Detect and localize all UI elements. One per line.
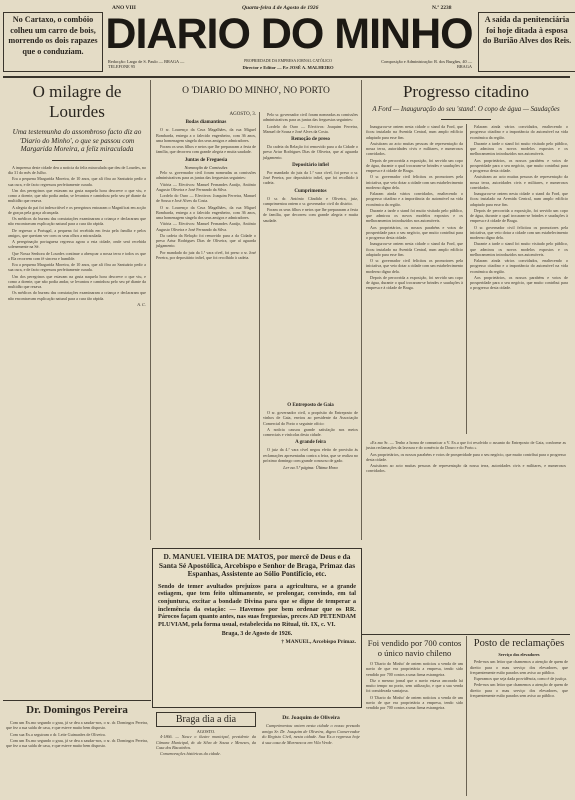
oliveira-paragraph: Cumprimentou ontem nesta cidade o nosso prezado amigo Sr. Dr. Joaquim de Oliveira, digno Conservador do Registo Civil, nesta cidade. Sua Ex.a regressa hoje à sua casa de Murrancos em Vila Verde. (262, 723, 360, 745)
lourdes-paragraph: Os médicos do bureau das constatações examinaram a criança e declararam que não encontravam explicação natural para a cura tão rápida. (8, 290, 146, 301)
carnet-dateline: AGOSTO. (196, 729, 216, 734)
redacao-info: Redacção: Largo de S. Paulo — BRAGA — TELEFONE 95 (108, 59, 185, 70)
vendido-paragraph: O 'Diario do Minho' de ontem noticiou a venda de um navio de que era proprietária a empresa, tendo sido vendido por 700 contos a uma firma estrangeira. (366, 661, 463, 677)
progresso-paragraph: Inaugurou-se ontem nesta cidade o stand da Ford, que ficou instalado na Avenida Central, num amplo edifício adaptado para esse fim. (366, 241, 463, 257)
porto-paragraph: O sr. Lourenço da Cruz Magalhães, da rua Miguel Bombarda, entrega a o falecido engenheiro, com 36 anos, uma homenagem singela dos seus amigos e admiradores. (156, 127, 256, 143)
porto-paragraph: Pelo sr. governador civil foram nomeadas as comissões administrativas para as juntas das freguesias seguintes: (263, 112, 358, 123)
vendido-headline: Foi vendido por 700 contos o único navio chileno (367, 638, 462, 658)
year-label: ANO VIII (112, 5, 136, 11)
porto-sub-nomeacao: Nomeação de Comissões (184, 164, 228, 170)
progresso-headline: Progresso citadino (402, 82, 530, 101)
porto-paragraph: Foram os seus filhos e netos que lhe prepararam a festa de família, que decorreu com grande alegria e muita saudade. (156, 144, 256, 155)
gaia-subhead: O Entreposto de Gaia (287, 403, 334, 408)
progresso-col-b (470, 124, 568, 292)
lourdes-signoff: A. C. (137, 301, 146, 307)
lourdes-paragraph: A peregrinação portuguesa regressa agora a esta cidade, onde será recebida solenemente na Sé. (8, 239, 146, 250)
progresso-paragraph: Assistiram ao acto muitas pessoas de representação da nossa terra, autoridades civis e militares, e numerosos convidados. (470, 174, 568, 190)
vendido-paragraph: O 'Diario do Minho' de ontem noticiou a venda de um navio de que era proprietária a empresa, tendo sido vendido por 700 contos a uma firma estrangeira. (366, 694, 463, 710)
porto-sub-remocao: Remoção de preso (291, 137, 330, 142)
progresso-paragraph: Falaram ainda vários convidados, enaltecendo o progresso citadino e a importância do automóvel na vida económica da região. (366, 191, 463, 207)
progresso-paragraph: O sr. governador civil felicitou os promotores pela iniciativa, que veio dotar a cidade com um estabelecimento moderno digno dela. (366, 174, 463, 190)
progresso-paragraph: Depois de percorrida a exposição, foi servido um copo de água, durante o qual trocaram-se brindes e saudações à empresa e à cidade de Braga. (470, 207, 568, 224)
lourdes-headline: O milagre de Lourdes (32, 82, 122, 121)
porto-sub-juntas: Juntas de Freguesia (184, 157, 228, 163)
progresso-paragraph: Aos proprietários, os nossos parabéns e votos de prosperidade para o seu negócio, que muito contribui para o progresso desta cidade. (366, 451, 566, 462)
masthead-rule (3, 76, 570, 78)
gaia-article (263, 400, 358, 470)
feira-paragraph: O juiz da 4.ª vara cível negou efeito de provisão às reclamações apresentadas contra a feira, que se realiza no próximo domingo com grande concurso de gado. (263, 447, 358, 463)
porto-paragraph: Foram os seus filhos e netos que lhe prepararam a festa de família, que decorreu com grande alegria e muita saudade. (263, 207, 358, 223)
porto-paragraph: Lordelo do Ouro — Efectivos: Joaquim Ferreira, Manuel de Sousa e José Alves da Costa. (156, 193, 256, 204)
reclamacoes-paragraph: Esperamos que seja dada providência, como é de justiça. (474, 676, 567, 682)
right-teaser: A saída da penitenciária foi hoje ditada à esposa do Burião Alves dos Reis. (478, 12, 575, 72)
progresso-continuation (366, 440, 566, 475)
porto-paragraph: O sr. dr. António Cândido e Oliveira, juiz, cumprimentou ontem o sr. governador civil do distrito. (263, 195, 358, 206)
domingos-article (6, 704, 148, 749)
domingos-paragraph: Com um Ex.mo segundo o grau, já se deu a saudar-nos, o sr. dr. Domingos Pereira, que fez a sua saída de casa, e que esteve muito bem disposto. (6, 720, 148, 731)
archbishop-decree (152, 548, 362, 708)
porto-paragraph: Lordelo do Ouro — Efectivos: Joaquim Ferreira, Manuel de Sousa e José Alves da Costa. (263, 123, 358, 134)
oliveira-headline: Dr. Joaquim de Oliveira (282, 715, 340, 721)
newspaper-title: DIARIO DO MINHO (105, 10, 473, 58)
progresso-paragraph: Aos proprietários, os nossos parabéns e votos de prosperidade para o seu negócio, que muito contribui para o progresso desta cidade. (366, 224, 463, 240)
decree-signature: † MANUEL, Arcebispo Primaz. (281, 639, 356, 646)
progresso-paragraph: Depois de percorrida a exposição, foi servido um copo de água, durante o qual trocaram-se brindes e saudações à empresa e à cidade de Braga. (366, 157, 463, 173)
domingos-paragraph: Com um Ex.mo segundo o grau, já se deu a saudar-nos, o sr. dr. Domingos Pereira, que fez a sua saída de casa, e que esteve muito bem disposto. (6, 737, 148, 748)
decree-body: Sendo de temer avultados prejuízos para a agricultura, se a grande estiagem, que tem feito ultimamente, se prolongar, convindo, em tal conjuntura, excitar a bondade Divina para que se digne de temperar a inclemência da estação: — Havemos por bem ordenar que os RR. Párocos façam quanto antes, nas suas freguesias, preces AD PETENDAM PLUVIAM, pela forma usual, estabelecida no Ritual, tít. IX, c. VI. (158, 582, 356, 628)
reclamacoes-paragraph: Pede-nos um leitor que chamemos a atenção de quem de direito para o mau serviço dos elevadores, que frequentemente estão parados sem aviso ao público. (470, 682, 568, 698)
progresso-paragraph: Aos proprietários, os nossos parabéns e votos de prosperidade para o seu negócio, que muito contribui para o progresso desta cidade. (470, 274, 568, 291)
progresso-paragraph: Assistiram ao acto muitas pessoas de representação da nossa terra, autoridades civis e militares, e numerosos convidados. (366, 463, 566, 474)
reclamacoes-article (470, 638, 568, 699)
porto-headline: O 'DIARIO DO MINHO', NO PORTO (182, 86, 330, 96)
date-line: Quarta-feira 4 de Agosto de 1926 (242, 5, 319, 11)
porto-paragraph: Pelo sr. governador civil foram nomeadas as comissões administrativas para as juntas das freguesias seguintes: (156, 170, 256, 181)
progresso-paragraph: Durante a tarde o stand foi muito visitado pelo público, que admirou os novos modelos expostos e os melhoramentos introduzidos nos automóveis. (470, 241, 568, 257)
progresso-paragraph: Assistiram ao acto muitas pessoas de representação da nossa terra, autoridades civis e militares, e numerosos convidados. (366, 140, 463, 157)
gaia-footer: Ler na 3.ª página: Última Hora (283, 465, 338, 470)
domingos-headline: Dr. Domingos Pereira (26, 704, 128, 716)
lourdes-paragraph: Um dos peregrinos que estavam na gruta naquela hora descreve o que viu, e como a doente, que não podia andar, se levantou e caminhou pelo seu pé diante da multidão que rezava. (8, 187, 146, 204)
reclamacoes-paragraph: Pede-nos um leitor que chamemos a atenção de quem de direito para o mau serviço dos elevadores, que frequentemente estão parados sem aviso ao público. (470, 659, 568, 675)
lourdes-paragraph: Um dos peregrinos que estavam na gruta naquela hora descreve o que viu, e como a doente, que não podia andar, se levantou e caminhou pelo seu pé diante da multidão que rezava. (8, 273, 146, 290)
decree-headline: D. MANUEL VIEIRA DE MATOS, por mercê de Deus e da Santa Sé Apostólica, Arcebispo e Senhor de Braga, Primaz das Espanhas, Assistente ao Sólio Pontifício, etc. (158, 552, 356, 579)
porto-paragraph: Da cadeia da Relação foi removido para a da Cidade o preso Artur Rodrigues Dias de Oliveira, que aí aguarda julgamento. (263, 144, 358, 160)
progresso-paragraph: Falaram ainda vários convidados, enaltecendo o progresso citadino e a importância do automóvel na vida económica da região. (470, 258, 568, 274)
left-teaser: No Cartaxo, o combóio colheu um carro de bois, morrendo os dois rapazes que o conduziam. (3, 12, 103, 72)
porto-paragraph: Da cadeia da Relação foi removido para a da Cidade o preso Artur Rodrigues Dias de Oliveira, que aí aguarda julgamento. (156, 232, 256, 249)
gaia-paragraph: A notícia causou grande satisfação nos meios comerciais e vinícolas desta cidade. (263, 426, 358, 437)
porto-sub-depositario: Depositário infiel (292, 162, 329, 168)
porto-paragraph: Por mandado do juiz da 1.ª vara cível, foi preso o sr. José Pereira, por depositário infiel, que foi recolhido à cadeia. (263, 169, 358, 186)
lourdes-paragraph: Que Nossa Senhora de Lourdes continue a abençoar a nossa terra e todos os que a Ela recorrem com fé sincera e humilde. (8, 250, 146, 261)
reclamacoes-sub: Serviço dos elevadores (498, 652, 540, 657)
porto-paragraph: O sr. Lourenço da Cruz Magalhães, da rua Miguel Bombarda, entrega a o falecido engenheiro, com 36 anos, uma homenagem singela dos seus amigos e admiradores. (156, 204, 256, 221)
porto-sub-cumprimentos: Cumprimentos (294, 188, 327, 194)
progresso-paragraph: Falaram ainda vários convidados, enaltecendo o progresso citadino e a importância do automóvel na vida económica da região. (470, 124, 568, 140)
progresso-paragraph: Depois de percorrida a exposição, foi servido um copo de água, durante o qual trocaram-se brindes e saudações à empresa e à cidade de Braga. (366, 274, 463, 291)
porto-sub-bodas: Bodas diamantinas (185, 120, 227, 126)
progresso-paragraph: Inaugurou-se ontem nesta cidade o stand da Ford, que ficou instalado na Avenida Central, num amplo edifício adaptado para esse fim. (470, 191, 568, 207)
progresso-article (366, 82, 566, 123)
gaia-paragraph: «Ex.mo Sr. — Tenho a honra de comunicar a V. Ex.a que foi resolvido o assunto do Entreposto de Gaia, conforme as justas reclamações da lavoura e do comércio do Douro e do Porto.» (366, 440, 566, 451)
reclamacoes-headline: Posto de reclamações (473, 638, 565, 649)
progresso-paragraph: O sr. governador civil felicitou os promotores pela iniciativa, que veio dotar a cidade com um estabelecimento moderno digno dela. (470, 224, 568, 240)
vendido-article (366, 638, 463, 711)
progresso-paragraph: Inaugurou-se ontem nesta cidade o stand da Ford, que ficou instalado na Avenida Central, num amplo edifício adaptado para esse fim. (366, 124, 463, 140)
progresso-paragraph: Aos proprietários, os nossos parabéns e votos de prosperidade para o seu negócio, que muito contribui para o progresso desta cidade. (470, 157, 568, 173)
lourdes-article (8, 82, 146, 307)
progresso-subhead: A Ford — Inauguração do seu 'stand'. O copo de água — Saudações (372, 106, 560, 113)
gaia-paragraph: O sr. governador civil, a propósito do Entreposto de vinhos de Gaia, enviou ao presidente da Associação Comercial do Porto o seguinte ofício: (263, 410, 358, 426)
administration: Composição e Administração: R. dos Burgães, 40 — BRAGA (381, 59, 472, 70)
lourdes-paragraph: Os médicos do bureau das constatações examinaram a criança e declararam que não encontravam explicação natural para a cura tão rápida. (8, 216, 146, 227)
carnet-headline: Braga dia a dia (156, 712, 256, 727)
lourdes-paragraph: A imprensa deste cidade deu a noticia da feliz miraculada que deu de Lourdes, no dia 31 do mês de Julho. (8, 164, 146, 176)
carnet-article (156, 712, 256, 757)
oliveira-article (262, 712, 360, 746)
decree-date: Braga, 3 de Agosto de 1926. (221, 631, 293, 638)
issue-number: N.º 2238 (432, 5, 452, 11)
progresso-paragraph: O sr. governador civil felicitou os promotores pela iniciativa, que veio dotar a cidade com um estabelecimento moderno digno dela. (366, 258, 463, 274)
porto-paragraph: Por mandado do juiz da 1.ª vara cível, foi preso o sr. José Pereira, por depositário infiel, que foi recolhido à cadeia. (156, 249, 256, 260)
porto-column-2 (263, 112, 358, 224)
lourdes-paragraph: Era a pequena Margarida Moreira, de 10 anos, que ali fôra ao Santuário pedir a sua cura, e de facto regressou perfeitamente curada. (8, 262, 146, 273)
porto-dateline: AGOSTO, 3. (229, 112, 256, 117)
carnet-paragraph: Comemorações históricas da cidade. (160, 751, 221, 757)
porto-paragraph: Vitória — Efectivos: Manuel Fernandes Araújo, António Augusto Oliveira e José Fernando da Silva. (156, 181, 256, 192)
domingos-paragraph: Com sua Ex.a seguiram o dr. Leite Guimarães de Oliveira. (10, 731, 106, 737)
vendido-paragraph: Diz o mesmo jornal que o navio estava ancorado há muito tempo no porto, sem utilização, e que a sua venda foi considerada vantajosa. (366, 677, 463, 694)
progresso-paragraph: Durante a tarde o stand foi muito visitado pelo público, que admirou os novos modelos expostos e os melhoramentos introduzidos nos automóveis. (470, 140, 568, 157)
lourdes-paragraph: Era a pequena Margarida Moreira, de 10 anos, que ali fôra ao Santuário pedir a sua cura, e de facto regressou perfeitamente curada. (8, 176, 146, 187)
lourdes-subhead: Uma testemunha do assombroso facto diz ao 'Diario do Minho', o que se passou com Margarida Moreira, a feliz miraculada (12, 128, 142, 154)
director: Director e Editor — P.e JOSÉ A. MALHEIRO (242, 65, 334, 70)
carnet-paragraph: 4-1866. — Nasce o ilustre municipal, presidente da Câmara Municipal, dr. da Silva de Sousa e Menezes, da Casa dos Biscainhos. (156, 734, 256, 750)
lourdes-paragraph: A alegria do pai foi indescritível e os peregrinos entoaram o Magnificat em acção de graças pela graça alcançada. (8, 204, 146, 215)
feira-subhead: A grande feira (295, 440, 326, 446)
ownership: PROPRIEDADE DA EMPRESA JORNAL CATÓLICO (244, 59, 332, 63)
progresso-col-a (366, 124, 463, 292)
porto-paragraph: Vitória — Efectivos: Manuel Fernandes Araújo, António Augusto Oliveira e José Fernando da Silva. (156, 221, 256, 232)
lourdes-paragraph: De regresso a Portugal, a pequena foi recebida em festa pela família e pelos amigos, que queriam ver com os seus olhos a miraculada. (8, 227, 146, 238)
porto-column-1 (156, 112, 256, 261)
progresso-paragraph: Durante a tarde o stand foi muito visitado pelo público, que admirou os novos modelos expostos e os melhoramentos introduzidos nos automóveis. (366, 207, 463, 224)
